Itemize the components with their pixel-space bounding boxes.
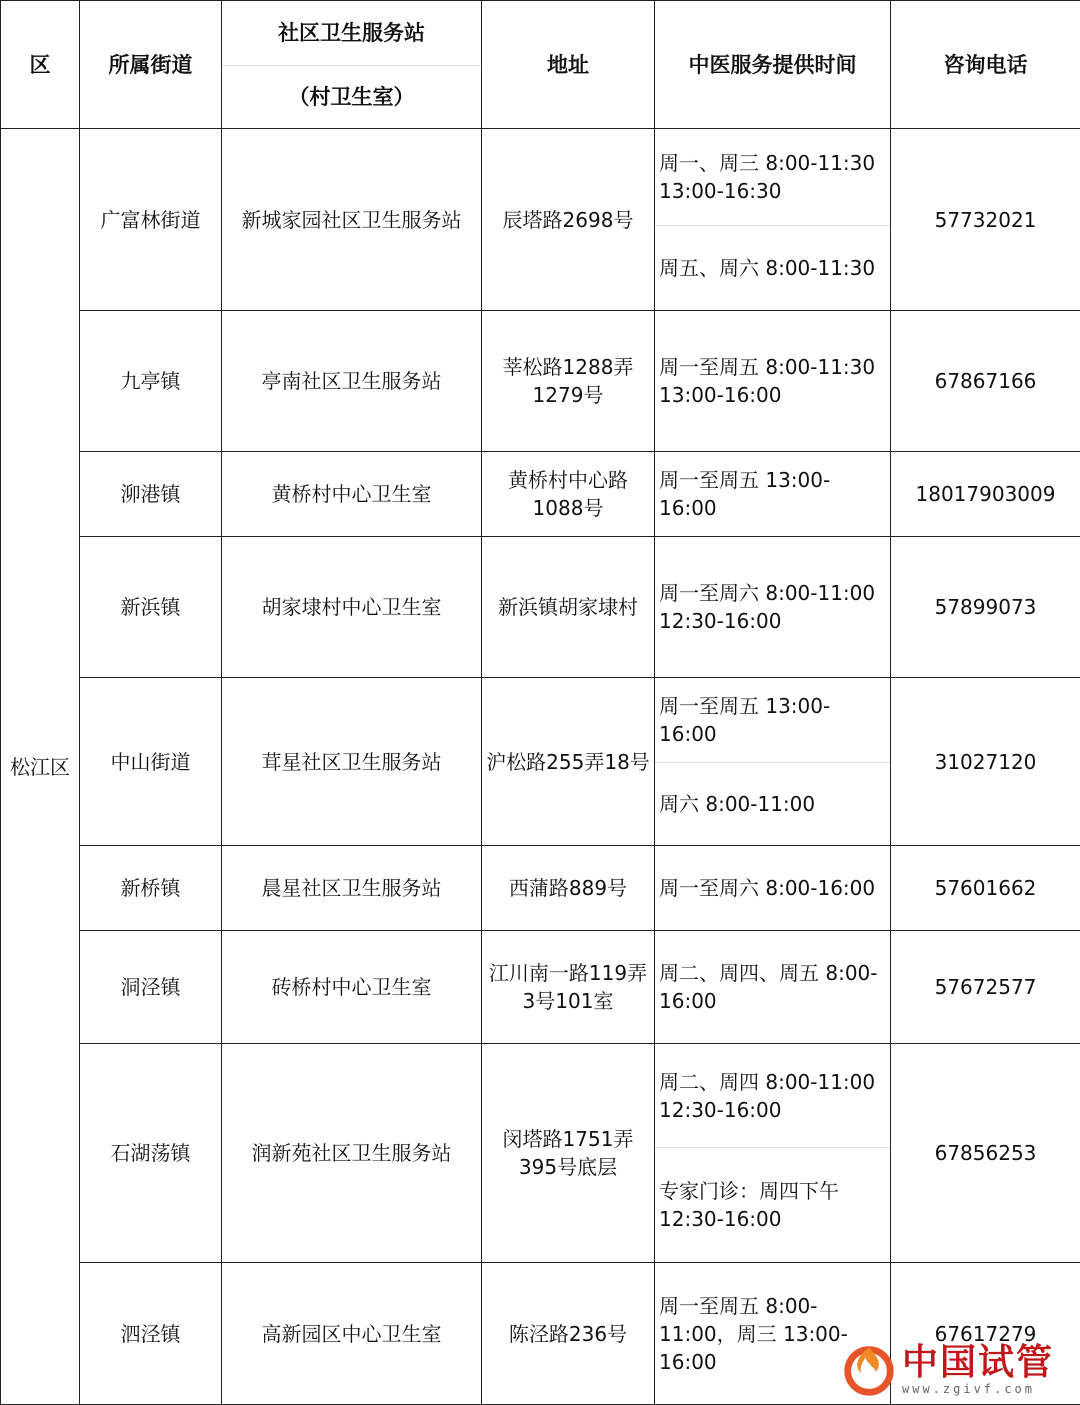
phone-cell: 18017903009 xyxy=(891,452,1080,537)
header-district: 区 xyxy=(1,1,80,129)
table-row xyxy=(1,311,1080,452)
hours-cell xyxy=(655,129,891,311)
watermark-text: 中国试管 xyxy=(902,1341,1055,1383)
hours-cell xyxy=(655,311,891,452)
hours-cell xyxy=(655,678,891,846)
hours-entry: 周二、周四 8:00-11:00 12:30-16:00 xyxy=(659,1069,876,1122)
address-cell: 莘松路1288弄 1279号 xyxy=(482,311,655,452)
street-cell: 九亭镇 xyxy=(80,311,222,452)
header-row xyxy=(1,1,1080,129)
hours-entry: 周一至周五 13:00- 16:00 xyxy=(659,694,831,746)
table-row xyxy=(1,452,1080,537)
street-cell: 新桥镇 xyxy=(80,846,222,931)
hours-entry: 周一至周五 8:00- 11:00，周三 13:00- 16:00 xyxy=(659,1293,848,1374)
station-cell: 晨星社区卫生服务站 xyxy=(222,846,482,931)
street-cell: 洞泾镇 xyxy=(80,931,222,1044)
phone-cell: 57732021 xyxy=(891,129,1080,311)
hours-entry: 周一、周三 8:00-11:30 13:00-16:30 xyxy=(659,151,876,203)
watermark xyxy=(840,1337,1070,1401)
street-cell: 石湖荡镇 xyxy=(80,1044,222,1263)
phone-cell: 67617279 xyxy=(891,1263,1080,1405)
station-cell: 亭南社区卫生服务站 xyxy=(222,311,482,452)
hours-cell xyxy=(655,846,891,931)
phone-cell: 67867166 xyxy=(891,311,1080,452)
address-cell: 新浜镇胡家埭村 xyxy=(482,537,655,678)
hours-cell xyxy=(655,452,891,537)
hours-entry: 周二、周四、周五 8:00- 16:00 xyxy=(659,961,878,1013)
hours-entry: 周一至周五 13:00- 16:00 xyxy=(659,468,831,520)
station-cell: 高新园区中心卫生室 xyxy=(222,1263,482,1405)
phone-cell: 57672577 xyxy=(891,931,1080,1044)
watermark-url: www.zgivf.com xyxy=(902,1382,1035,1396)
header-hours: 中医服务提供时间 xyxy=(655,1,891,129)
address-cell: 陈泾路236号 xyxy=(482,1263,655,1405)
street-cell: 泗泾镇 xyxy=(80,1263,222,1405)
phone-cell: 67856253 xyxy=(891,1044,1080,1263)
hours-entry: 周一至周六 8:00-16:00 xyxy=(659,876,876,900)
station-cell: 茸星社区卫生服务站 xyxy=(222,678,482,846)
header-station-line1: 社区卫生服务站 xyxy=(278,21,425,45)
table-row xyxy=(1,846,1080,931)
street-cell: 广富林街道 xyxy=(80,129,222,311)
phone-cell: 31027120 xyxy=(891,678,1080,846)
address-cell: 江川南一路119弄 3号101室 xyxy=(482,931,655,1044)
header-phone: 咨询电话 xyxy=(891,1,1080,129)
station-cell: 砖桥村中心卫生室 xyxy=(222,931,482,1044)
address-cell: 沪松路255弄18号 xyxy=(482,678,655,846)
phone-cell: 57899073 xyxy=(891,537,1080,678)
address-cell: 黄桥村中心路 1088号 xyxy=(482,452,655,537)
address-cell: 西蒲路889号 xyxy=(482,846,655,931)
address-cell: 辰塔路2698号 xyxy=(482,129,655,311)
flame-logo-icon xyxy=(840,1340,898,1398)
hours-entry: 周六 8:00-11:00 xyxy=(655,762,890,845)
station-cell: 胡家埭村中心卫生室 xyxy=(222,537,482,678)
table-row xyxy=(1,129,1080,311)
header-address: 地址 xyxy=(482,1,655,129)
table-row xyxy=(1,1044,1080,1263)
hours-cell xyxy=(655,931,891,1044)
table-row xyxy=(1,678,1080,846)
hours-entry: 周一至周五 8:00-11:30 13:00-16:00 xyxy=(659,355,876,407)
street-cell: 新浜镇 xyxy=(80,537,222,678)
phone-cell: 57601662 xyxy=(891,846,1080,931)
station-cell: 新城家园社区卫生服务站 xyxy=(222,129,482,311)
table-row xyxy=(1,931,1080,1044)
table-row xyxy=(1,537,1080,678)
address-cell: 闵塔路1751弄 395号底层 xyxy=(482,1044,655,1263)
header-station-line2: （村卫生室） xyxy=(222,65,481,128)
street-cell: 中山街道 xyxy=(80,678,222,846)
hours-cell xyxy=(655,1044,891,1263)
street-cell: 泖港镇 xyxy=(80,452,222,537)
district-cell: 松江区 xyxy=(1,129,80,1405)
hours-entry: 周五、周六 8:00-11:30 xyxy=(655,225,890,310)
header-station xyxy=(222,1,482,129)
hours-entry: 专家门诊：周四下午 12:30-16:00 xyxy=(655,1147,890,1262)
hours-entry: 周一至周六 8:00-11:00 12:30-16:00 xyxy=(659,581,876,633)
header-street: 所属街道 xyxy=(80,1,222,129)
station-cell: 润新苑社区卫生服务站 xyxy=(222,1044,482,1263)
hours-cell xyxy=(655,537,891,678)
station-cell: 黄桥村中心卫生室 xyxy=(222,452,482,537)
